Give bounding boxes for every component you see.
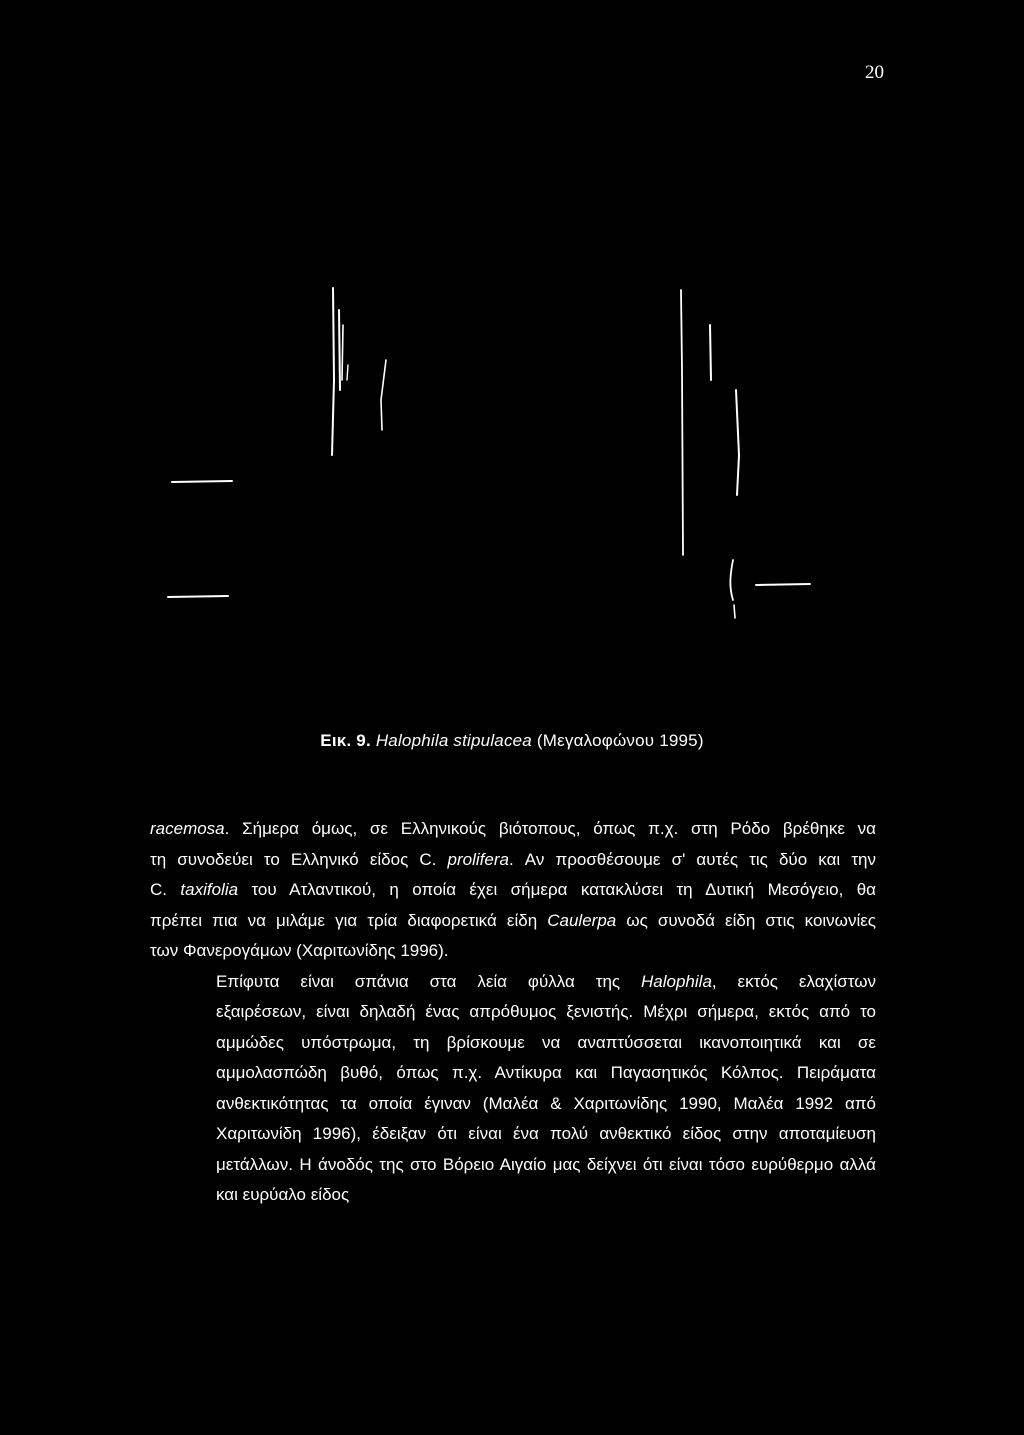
- text-line: [150, 1150, 876, 1181]
- body-text: [150, 814, 876, 1211]
- text-run: , εκτός ελαχίστων: [711, 971, 876, 991]
- text-run: εξαιρέσεων, είναι δηλαδή ένας απρόθυμος ξενιστής. Μέχρι σήμερα, εκτός από το: [216, 1002, 876, 1021]
- text-line: [150, 906, 876, 937]
- text-line: [150, 875, 876, 906]
- paragraph-2: [150, 967, 876, 1211]
- text-run: αμμολασπώδη βυθό, όπως π.χ. Αντίκυρα και Παγασητικός Κόλπος. Πειράματα: [216, 1063, 876, 1082]
- text-run: μετάλλων. Η άνοδός της στο Βόρειο Αιγαίο μας δείχνει ότι είναι τόσο ευρύθερμο αλλά: [216, 1154, 876, 1174]
- page-number: 20: [865, 62, 884, 83]
- text-line: [150, 967, 876, 998]
- text-run: . Αν προσθέσουμε σ' αυτές τις δύο και την: [508, 849, 876, 869]
- italic-term: Caulerpa: [547, 910, 617, 930]
- text-run: πρέπει πια να μιλάμε για τρία διαφορετικά είδη: [150, 910, 548, 930]
- text-line: [150, 1180, 876, 1211]
- text-line: [150, 936, 876, 967]
- text-line: [150, 1119, 876, 1150]
- text-line: [150, 1058, 876, 1089]
- italic-term: prolifera: [447, 849, 509, 869]
- text-line: [150, 997, 876, 1028]
- text-run: Χαριτωνίδη 1996), έδειξαν ότι είναι ένα πολύ ανθεκτικό είδος στην αποταμίευση: [216, 1124, 876, 1143]
- text-line: [150, 1089, 876, 1120]
- text-line: [150, 1028, 876, 1059]
- text-run: του Ατλαντικού, η οποία έχει σήμερα κατακλύσει τη Δυτική Μεσόγειο, θα: [238, 880, 876, 899]
- text-run: . Σήμερα όμως, σε Ελληνικούς βιότοπους, όπως π.χ. στη Ρόδο βρέθηκε να: [224, 819, 876, 838]
- figure-caption: [0, 731, 1024, 751]
- text-run: και ευρύαλο είδος: [216, 1185, 350, 1204]
- text-run: τη συνοδεύει το Ελληνικό είδος C.: [150, 849, 448, 869]
- text-run: αμμώδες υπόστρωμα, τη βρίσκουμε να αναπτύσσεται ικανοποιητικά και σε: [216, 1032, 876, 1052]
- figure-label: Εικ. 9.: [320, 731, 371, 750]
- italic-term: racemosa: [150, 819, 225, 838]
- text-run: ως συνοδά είδη στις κοινωνίες: [616, 910, 876, 930]
- text-run: των Φανερογάμων (Χαριτωνίδης 1996).: [150, 941, 449, 960]
- italic-term: taxifolia: [180, 880, 239, 899]
- text-run: ανθεκτικότητας τα οποία έγιναν (Μαλέα & Χαριτωνίδης 1990, Μαλέα 1992 από: [216, 1093, 876, 1113]
- figure-species: Halophila stipulacea: [375, 731, 532, 750]
- figure-photo: [150, 270, 870, 670]
- text-run: C.: [150, 880, 181, 899]
- figure-credit: (Μεγαλοφώνου 1995): [536, 731, 704, 750]
- text-line: [150, 814, 876, 845]
- text-run: Επίφυτα είναι σπάνια στα λεία φύλλα της: [216, 971, 642, 991]
- paragraph-1: [150, 814, 876, 967]
- text-line: [150, 845, 876, 876]
- italic-term: Halophila: [641, 971, 712, 991]
